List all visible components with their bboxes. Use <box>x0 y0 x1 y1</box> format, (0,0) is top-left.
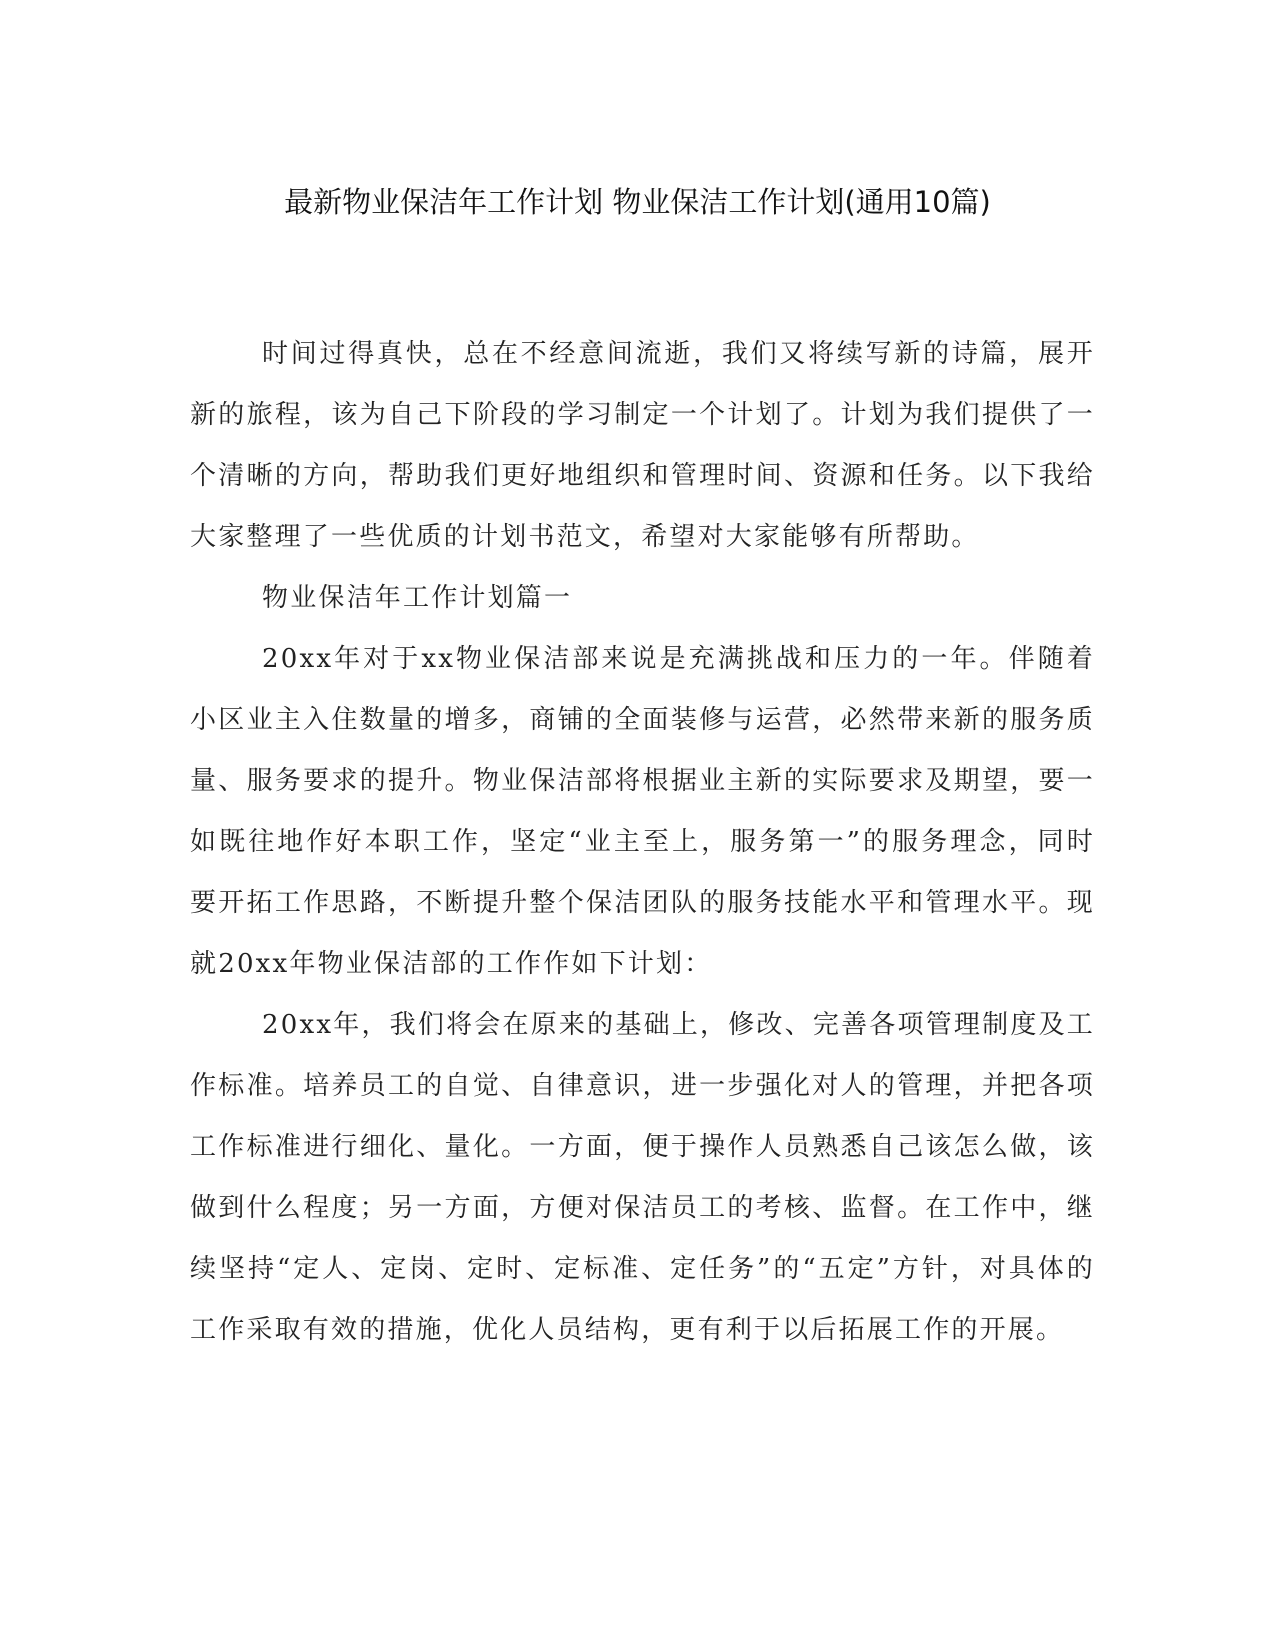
document-title: 最新物业保洁年工作计划 物业保洁工作计划(通用10篇) <box>284 185 991 219</box>
body-paragraph-2: 20xx年，我们将会在原来的基础上，修改、完善各项管理制度及工作标准。培养员工的自觉、自律意识，进一步强化对人的管理，并把各项工作标准进行细化、量化。一方面，便于操作人员熟悉自己该怎么做，该做到什么程度；另一方面，方便对保洁员工的考核、监督。在工作中，继续坚持“定人、定岗、定时、定标准、定任务”的“五定”方针，对具体的工作采取有效的措施，优化人员结构，更有利于以后拓展工作的开展。 <box>190 1010 1095 1345</box>
body-paragraph-1: 20xx年对于xx物业保洁部来说是充满挑战和压力的一年。伴随着小区业主入住数量的增多，商铺的全面装修与运营，必然带来新的服务质量、服务要求的提升。物业保洁部将根据业主新的实际要求及期望，要一如既往地作好本职工作，坚定“业主至上，服务第一”的服务理念，同时要开拓工作思路，不断提升整个保洁团队的服务技能水平和管理水平。现就20xx年物业保洁部的工作作如下计划： <box>190 644 1095 979</box>
document-body <box>190 324 1095 1361</box>
intro-paragraph: 时间过得真快，总在不经意间流逝，我们又将续写新的诗篇，展开新的旅程，该为自己下阶段的学习制定一个计划了。计划为我们提供了一个清晰的方向，帮助我们更好地组织和管理时间、资源和任务。以下我给大家整理了一些优质的计划书范文，希望对大家能够有所帮助。 <box>190 339 1095 552</box>
section-heading: 物业保洁年工作计划篇一 <box>262 583 573 613</box>
